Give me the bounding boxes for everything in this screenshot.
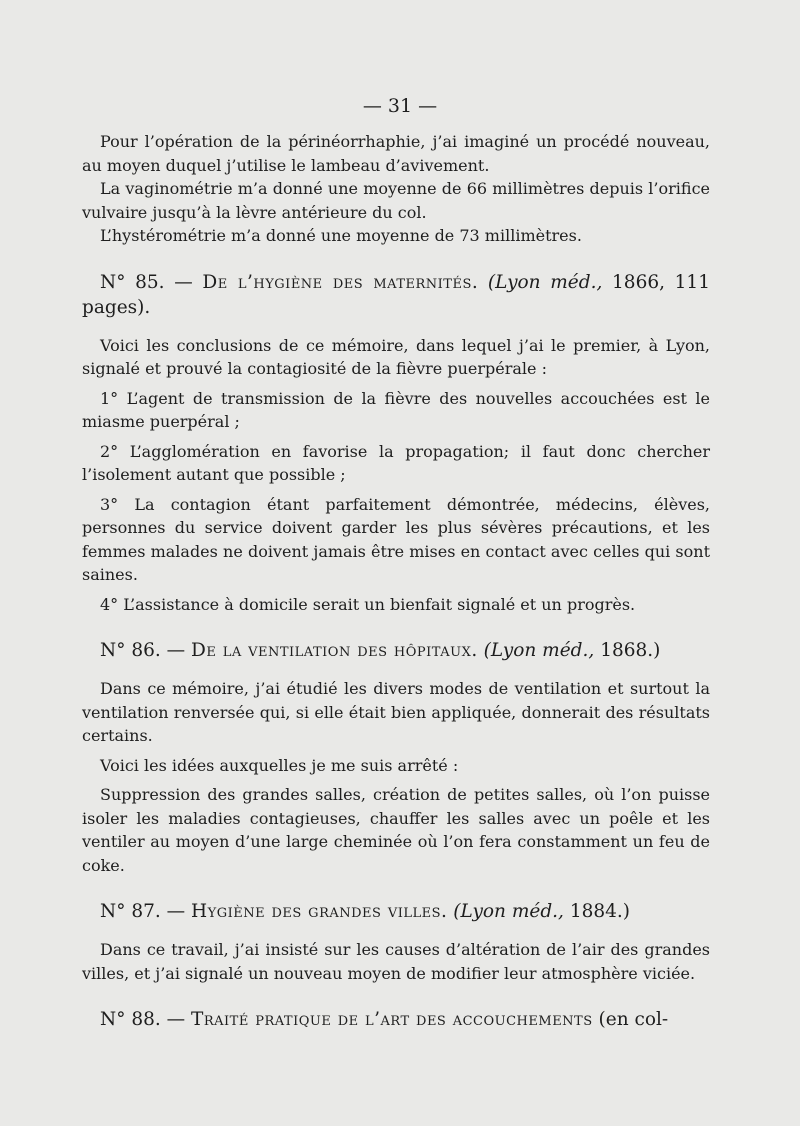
section-paragraph: 4° L’assistance à domicile serait un bienfait signalé et un progrès.: [100, 594, 636, 614]
section-paragraph: Voici les idées auxquelles je me suis arrêté :: [100, 755, 459, 775]
section-title: Traité pratique de l’art des accouchements: [191, 1009, 593, 1030]
section-paragraph: Suppression des grandes salles, création de petites salles, où l’on puisse isoler les maladies contagieuses, chauffer les salles avec un poêle et les ventiler au moyen d’une large cheminée où l’on fera constamment un feu de coke.: [82, 785, 710, 875]
section-journal: (Lyon méd.,: [483, 640, 595, 661]
section-details: 1866, 111 pages).: [82, 271, 710, 318]
section-journal: (Lyon méd.,: [487, 271, 603, 293]
section-heading-85: [82, 270, 710, 320]
section-heading-88: [82, 1007, 710, 1032]
section-paragraph: Dans ce travail, j’ai insisté sur les causes d’altération de l’air des grandes villes, et j’ai signalé un nouveau moyen de modifier leur atmosphère viciée.: [82, 940, 710, 983]
intro-paragraph: L’hystérométrie m’a donné une moyenne de 73 millimètres.: [100, 226, 582, 245]
section-title: De l’hygiène des maternités.: [202, 271, 479, 293]
section-number: N° 87. —: [100, 901, 186, 922]
section-number: N° 86. —: [100, 640, 186, 661]
section-details: 1868.): [600, 640, 661, 661]
section-title: De la ventilation des hôpitaux.: [191, 640, 478, 661]
section-paragraph: 1° L’agent de transmission de la fièvre des nouvelles accouchées est le miasme puerpéral ;: [82, 388, 710, 431]
section-heading-87: [82, 899, 710, 924]
section-paragraph: Dans ce mémoire, j’ai étudié les divers modes de ventilation et surtout la ventilation renversée qui, si elle était bien appliquée, donnerait des résultats certains.: [82, 679, 710, 745]
section-number: N° 88. —: [100, 1009, 186, 1030]
page-content: [82, 130, 710, 1046]
section-paragraph: 3° La contagion étant parfaitement démontrée, médecins, élèves, personnes du service doivent garder les plus sévères précautions, et les femmes malades ne doivent jamais être mises en contact avec celles qui sont saines.: [82, 494, 710, 584]
section-paragraph: Voici les conclusions de ce mémoire, dans lequel j’ai le premier, à Lyon, signalé et prouvé la contagiosité de la fièvre puerpérale :: [82, 335, 710, 378]
section-details: (en col-: [598, 1009, 669, 1030]
section-number: N° 85. —: [100, 271, 193, 293]
section-heading-86: [82, 638, 710, 663]
section-title: Hygiène des grandes villes.: [191, 901, 448, 922]
page-number: — 31 —: [362, 95, 438, 117]
intro-paragraph: La vaginométrie m’a donné une moyenne de 66 millimètres depuis l’orifice vulvaire jusqu’à la lèvre antérieure du col.: [82, 179, 710, 222]
intro-paragraph: Pour l’opération de la périnéorrhaphie, j’ai imaginé un procédé nouveau, au moyen duquel j’utilise le lambeau d’avivement.: [82, 132, 710, 175]
section-journal: (Lyon méd.,: [453, 901, 564, 922]
section-details: 1884.): [569, 901, 631, 922]
section-paragraph: 2° L’agglomération en favorise la propagation; il faut donc chercher l’isolement autant que possible ;: [82, 441, 710, 484]
